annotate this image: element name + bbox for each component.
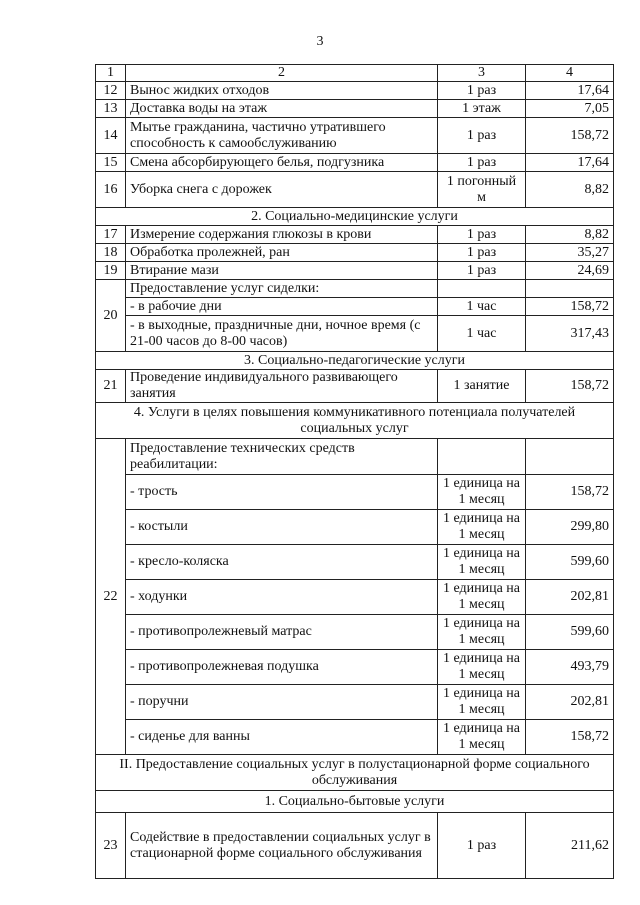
service-name: - противопролежневая подушка xyxy=(126,650,438,685)
service-name: - трость xyxy=(126,475,438,510)
service-unit: 1 час xyxy=(438,298,526,316)
service-unit: 1 единица на 1 месяц xyxy=(438,580,526,615)
service-price: 35,27 xyxy=(526,244,614,262)
service-price: 158,72 xyxy=(526,475,614,510)
row-number: 15 xyxy=(96,154,126,172)
row-number: 12 xyxy=(96,82,126,100)
row-number: 13 xyxy=(96,100,126,118)
service-unit: 1 единица на 1 месяц xyxy=(438,720,526,755)
service-unit: 1 раз xyxy=(438,813,526,879)
table-row xyxy=(96,650,614,685)
row-number: 17 xyxy=(96,226,126,244)
section-row xyxy=(96,755,614,791)
service-unit: 1 раз xyxy=(438,226,526,244)
table-row xyxy=(96,100,614,118)
header-row xyxy=(96,65,614,82)
service-group-title: Предоставление технических средств реабилитации: xyxy=(126,439,438,475)
header-cell: 4 xyxy=(526,65,614,82)
table-row xyxy=(96,280,614,298)
service-unit: 1 раз xyxy=(438,262,526,280)
service-name: Доставка воды на этаж xyxy=(126,100,438,118)
table-row xyxy=(96,226,614,244)
service-name: Втирание мази xyxy=(126,262,438,280)
tariff-table xyxy=(95,64,614,879)
table-row xyxy=(96,720,614,755)
service-price: 158,72 xyxy=(526,720,614,755)
section-title: 1. Социально-бытовые услуги xyxy=(96,791,614,813)
service-name: - в выходные, праздничные дни, ночное время (с 21-00 часов до 8-00 часов) xyxy=(126,316,438,352)
service-name: - костыли xyxy=(126,510,438,545)
section-row xyxy=(96,791,614,813)
service-name: Проведение индивидуального развивающего занятия xyxy=(126,370,438,403)
table-row xyxy=(96,685,614,720)
service-price: 17,64 xyxy=(526,154,614,172)
table-row xyxy=(96,475,614,510)
section-row xyxy=(96,208,614,226)
table-row xyxy=(96,244,614,262)
service-price: 8,82 xyxy=(526,226,614,244)
service-price: 158,72 xyxy=(526,118,614,154)
table-row xyxy=(96,615,614,650)
service-price: 317,43 xyxy=(526,316,614,352)
section-row xyxy=(96,403,614,439)
service-name: - противопролежневый матрас xyxy=(126,615,438,650)
table-row xyxy=(96,118,614,154)
page-number: 3 xyxy=(316,34,324,49)
section-title: 4. Услуги в целях повышения коммуникативного потенциала получателей социальных услуг xyxy=(96,403,614,439)
service-unit: 1 раз xyxy=(438,154,526,172)
service-name: Вынос жидких отходов xyxy=(126,82,438,100)
row-number: 21 xyxy=(96,370,126,403)
table-row xyxy=(96,82,614,100)
service-price: 158,72 xyxy=(526,370,614,403)
service-name: - в рабочие дни xyxy=(126,298,438,316)
service-name: Мытье гражданина, частично утратившего способность к самообслуживанию xyxy=(126,118,438,154)
service-name: Смена абсорбирующего белья, подгузника xyxy=(126,154,438,172)
table-row xyxy=(96,510,614,545)
service-name: Обработка пролежней, ран xyxy=(126,244,438,262)
service-name: - кресло-коляска xyxy=(126,545,438,580)
header-cell: 2 xyxy=(126,65,438,82)
table-row xyxy=(96,370,614,403)
service-unit: 1 погонный м xyxy=(438,172,526,208)
section-title: 2. Социально-медицинские услуги xyxy=(96,208,614,226)
service-unit: 1 единица на 1 месяц xyxy=(438,475,526,510)
table-row xyxy=(96,580,614,615)
row-number: 19 xyxy=(96,262,126,280)
service-unit: 1 этаж xyxy=(438,100,526,118)
service-price: 7,05 xyxy=(526,100,614,118)
service-price: 493,79 xyxy=(526,650,614,685)
service-unit: 1 занятие xyxy=(438,370,526,403)
service-price: 599,60 xyxy=(526,615,614,650)
header-cell: 1 xyxy=(96,65,126,82)
table-row xyxy=(96,298,614,316)
row-number: 20 xyxy=(96,280,126,352)
service-unit: 1 час xyxy=(438,316,526,352)
header-cell: 3 xyxy=(438,65,526,82)
service-unit: 1 единица на 1 месяц xyxy=(438,510,526,545)
service-unit: 1 раз xyxy=(438,244,526,262)
section-title: 3. Социально-педагогические услуги xyxy=(96,352,614,370)
service-name: Содействие в предоставлении социальных услуг в стационарной форме социального обслуживания xyxy=(126,813,438,879)
service-unit: 1 раз xyxy=(438,82,526,100)
table-row xyxy=(96,172,614,208)
section-title: II. Предоставление социальных услуг в полустационарной форме социального обслуживания xyxy=(96,755,614,791)
service-name: Измерение содержания глюкозы в крови xyxy=(126,226,438,244)
service-price: 17,64 xyxy=(526,82,614,100)
row-number: 23 xyxy=(96,813,126,879)
service-name: - ходунки xyxy=(126,580,438,615)
service-name: - поручни xyxy=(126,685,438,720)
table-row xyxy=(96,545,614,580)
section-row xyxy=(96,352,614,370)
service-name: Уборка снега с дорожек xyxy=(126,172,438,208)
row-number: 14 xyxy=(96,118,126,154)
service-unit: 1 раз xyxy=(438,118,526,154)
service-unit: 1 единица на 1 месяц xyxy=(438,615,526,650)
service-unit: 1 единица на 1 месяц xyxy=(438,650,526,685)
table-row xyxy=(96,154,614,172)
table-row xyxy=(96,813,614,879)
service-price: 24,69 xyxy=(526,262,614,280)
service-price: 202,81 xyxy=(526,685,614,720)
table-row xyxy=(96,262,614,280)
service-unit: 1 единица на 1 месяц xyxy=(438,545,526,580)
table-row xyxy=(96,439,614,475)
service-group-title: Предоставление услуг сиделки: xyxy=(126,280,438,298)
service-price: 158,72 xyxy=(526,298,614,316)
service-name: - сиденье для ванны xyxy=(126,720,438,755)
row-number: 22 xyxy=(96,439,126,755)
row-number: 16 xyxy=(96,172,126,208)
service-price: 211,62 xyxy=(526,813,614,879)
service-price: 599,60 xyxy=(526,545,614,580)
service-price: 8,82 xyxy=(526,172,614,208)
table-row xyxy=(96,316,614,352)
row-number: 18 xyxy=(96,244,126,262)
service-price: 202,81 xyxy=(526,580,614,615)
service-unit: 1 единица на 1 месяц xyxy=(438,685,526,720)
service-price: 299,80 xyxy=(526,510,614,545)
